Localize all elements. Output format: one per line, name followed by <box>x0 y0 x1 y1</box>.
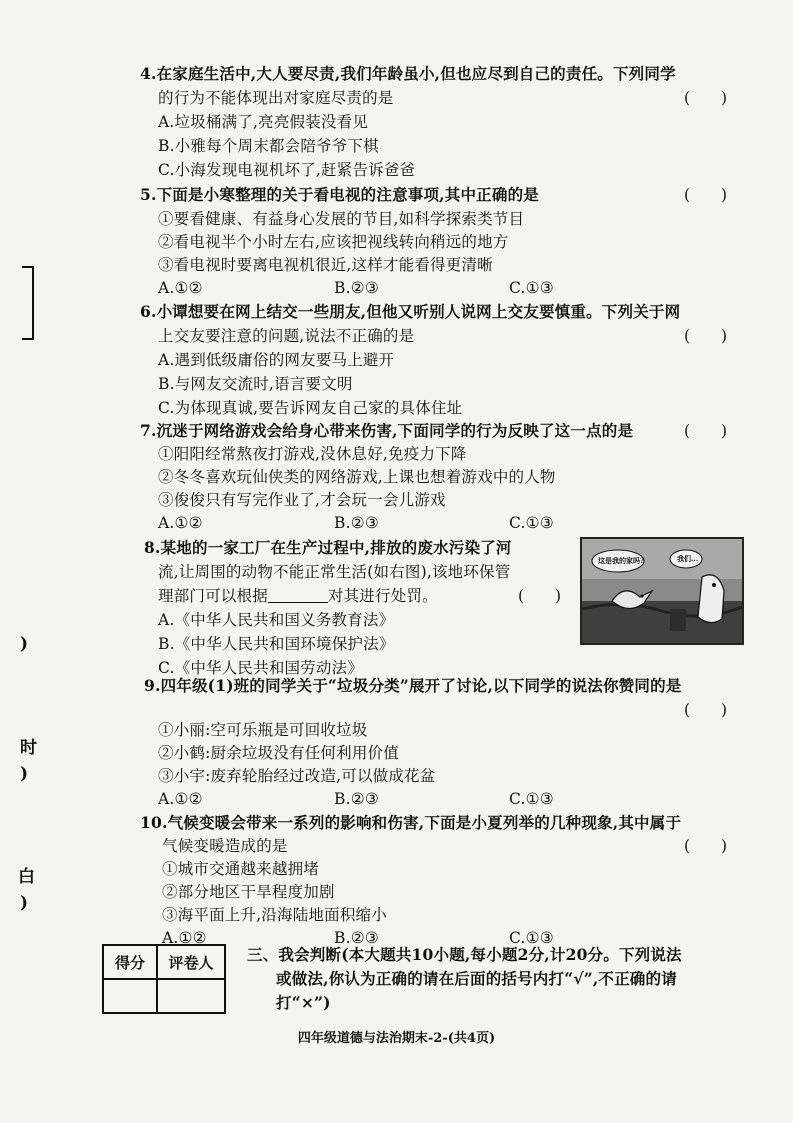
q8-option-c: C.《中华人民共和国劳动法》 <box>158 659 364 677</box>
q5-option-b: B.②③ <box>334 279 379 297</box>
q10-statement-2: ②部分地区干旱程度加剧 <box>162 883 335 901</box>
grader-cell[interactable] <box>157 979 225 1013</box>
pollution-cartoon-image <box>580 537 744 645</box>
q7-option-c: C.①③ <box>509 514 554 532</box>
edge-mark: 时 <box>20 738 37 758</box>
question-4-stem-cont: 的行为不能体现出对家庭尽责的是 <box>158 89 394 107</box>
question-7-stem: 7.沉迷于网络游戏会给身心带来伤害,下面同学的行为反映了这一点的是 <box>140 421 634 440</box>
section-3-heading: 三、我会判断(本大题共10小题,每小题2分,计20分。下列说法 <box>247 945 682 964</box>
q9-statement-1: ①小丽:空可乐瓶是可回收垃圾 <box>158 721 368 739</box>
q6-option-b: B.与网友交流时,语言要文明 <box>158 375 353 393</box>
question-6-stem: 6.小谭想要在网上结交一些朋友,但他又听别人说网上交友要慎重。下列关于网 <box>140 302 681 321</box>
q6-option-a: A.遇到低级庸俗的网友要马上避开 <box>158 351 395 369</box>
edge-mark: 白 <box>18 867 35 887</box>
q10-option-a: A.①② <box>162 929 207 947</box>
edge-mark: ) <box>20 634 29 654</box>
score-box <box>102 944 226 1014</box>
q8-option-b: B.《中华人民共和国环境保护法》 <box>158 635 395 653</box>
q5-statement-3: ③看电视时要离电视机很近,这样才能看得更清晰 <box>158 256 493 274</box>
q9-option-b: B.②③ <box>334 790 379 808</box>
q7-statement-3: ③俊俊只有写完作业了,才会玩一会儿游戏 <box>158 491 446 509</box>
q7-statement-2: ②冬冬喜欢玩仙侠类的网络游戏,上课也想着游戏中的人物 <box>158 468 556 486</box>
q9-option-a: A.①② <box>158 790 203 808</box>
fill-in-blank[interactable] <box>268 586 328 603</box>
question-4-stem: 4.在家庭生活中,大人要尽责,我们年龄虽小,但也应尽到自己的责任。下列同学 <box>140 64 676 83</box>
q5-option-c: C.①③ <box>509 279 554 297</box>
page-footer: 四年级道德与法治期末-2-(共4页) <box>297 1031 496 1046</box>
cartoon-drawing <box>582 539 742 643</box>
answer-paren-q5[interactable]: ( ) <box>684 186 728 204</box>
grader-label: 评卷人 <box>157 945 225 979</box>
q10-option-b: B.②③ <box>334 929 379 947</box>
question-8-stem-cont: 流,让周围的动物不能正常生活(如右图),该地环保管 <box>158 563 511 581</box>
binding-bracket <box>22 266 34 340</box>
question-10-stem: 10.气候变暖会带来一系列的影响和伤害,下面是小夏列举的几种现象,其中属于 <box>140 813 682 832</box>
question-8-stem: 8.某地的一家工厂在生产过程中,排放的废水污染了河 <box>144 538 512 557</box>
edge-mark: ) <box>20 764 29 784</box>
q9-statement-3: ③小宇:废弃轮胎经过改造,可以做成花盆 <box>158 767 436 785</box>
question-6-stem-cont: 上交友要注意的问题,说法不正确的是 <box>158 327 415 345</box>
q4-option-c: C.小海发现电视机坏了,赶紧告诉爸爸 <box>158 161 416 179</box>
question-9-stem: 9.四年级(1)班的同学关于“垃圾分类”展开了讨论,以下同学的说法你赞同的是 <box>144 676 682 695</box>
q5-option-a: A.①② <box>158 279 203 297</box>
score-label: 得分 <box>103 945 157 979</box>
q7-option-a: A.①② <box>158 514 203 532</box>
q9-option-c: C.①③ <box>509 790 554 808</box>
q4-option-a: A.垃圾桶满了,亮亮假装没看见 <box>158 113 369 131</box>
q10-option-c: C.①③ <box>509 929 554 947</box>
q7-statement-1: ①阳阳经常熬夜打游戏,没休息好,免疫力下降 <box>158 445 467 463</box>
q7-option-b: B.②③ <box>334 514 379 532</box>
answer-paren-q8[interactable]: ( ) <box>518 587 562 605</box>
q8-text-before-blank: 理部门可以根据 <box>158 587 268 605</box>
section-3-heading-cont2: 打“×”) <box>276 993 331 1012</box>
q8-text-after-blank: 对其进行处罚。 <box>327 587 438 605</box>
q10-statement-1: ①城市交通越来越拥堵 <box>162 860 320 878</box>
question-8-stem-cont2 <box>158 585 438 607</box>
answer-paren-q6[interactable]: ( ) <box>684 327 728 345</box>
q8-option-a: A.《中华人民共和国义务教育法》 <box>158 611 395 629</box>
question-5-stem: 5.下面是小寒整理的关于看电视的注意事项,其中正确的是 <box>140 185 539 204</box>
score-cell[interactable] <box>103 979 157 1013</box>
answer-paren-q7[interactable]: ( ) <box>684 422 728 440</box>
q5-statement-2: ②看电视半个小时左右,应该把视线转向稍远的地方 <box>158 233 509 251</box>
q4-option-b: B.小雅每个周末都会陪爷爷下棋 <box>158 137 379 155</box>
q6-option-c: C.为体现真诚,要告诉网友自己家的具体住址 <box>158 399 463 417</box>
answer-paren-q9[interactable]: ( ) <box>684 701 728 719</box>
answer-paren-q10[interactable]: ( ) <box>684 837 728 855</box>
answer-paren-q4[interactable]: ( ) <box>684 89 728 107</box>
speech-bubble-right: 我们... <box>677 554 699 563</box>
q9-statement-2: ②小鹤:厨余垃圾没有任何利用价值 <box>158 744 399 762</box>
q5-statement-1: ①要看健康、有益身心发展的节目,如科学探索类节目 <box>158 210 525 228</box>
edge-mark: ) <box>20 893 29 913</box>
question-10-stem-cont: 气候变暖造成的是 <box>162 837 288 855</box>
speech-bubble-left: 这是我的家吗? <box>598 556 645 565</box>
section-3-heading-cont: 或做法,你认为正确的请在后面的括号内打“√”,不正确的请 <box>276 969 677 988</box>
q10-statement-3: ③海平面上升,沿海陆地面积缩小 <box>162 906 387 924</box>
